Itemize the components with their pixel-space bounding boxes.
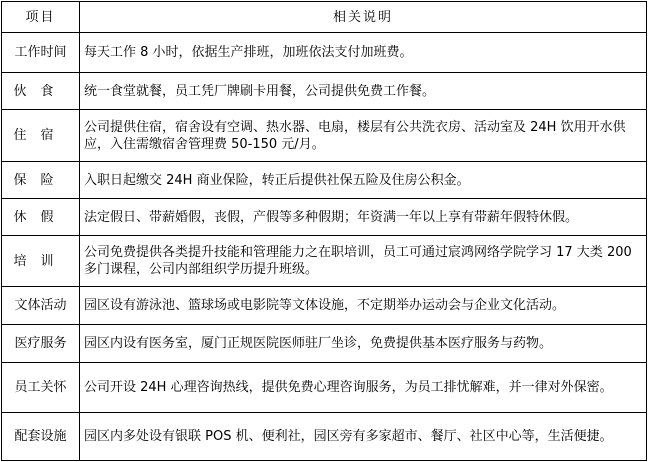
row-description: 园区内多处设有银联 POS 机、便利社，园区旁有多家超市、餐厅、社区中心等，生活便捷。	[80, 413, 647, 461]
row-description: 入职日起缴交 24H 商业保险，转正后提供社保五险及住房公积金。	[80, 162, 647, 199]
table-row	[2, 110, 647, 162]
row-item-label: 员工关怀	[2, 363, 80, 413]
row-item-label: 培训	[2, 236, 80, 287]
table-row	[2, 363, 647, 413]
table-row	[2, 199, 647, 236]
row-description: 每天工作 8 小时，依据生产排班，加班依法支付加班费。	[80, 33, 647, 73]
row-item-label: 医疗服务	[2, 325, 80, 363]
row-description: 统一食堂就餐，员工凭厂牌刷卡用餐，公司提供免费工作餐。	[80, 73, 647, 110]
row-description: 法定假日、带薪婚假，丧假，产假等多种假期；年资满一年以上享有带薪年假特休假。	[80, 199, 647, 236]
table-row	[2, 325, 647, 363]
row-description: 公司免费提供各类提升技能和管理能力之在职培训，员工可通过宸鸿网络学院学习 17 大类 200 多门课程，公司内部组织学历提升班级。	[80, 236, 647, 287]
row-item-label: 休假	[2, 199, 80, 236]
row-item-label: 工作时间	[2, 33, 80, 73]
row-description: 公司提供住宿，宿舍设有空调、热水器、电扇，楼层有公共洗衣房、活动室及 24H 饮用开水供应，入住需缴宿舍管理费 50-150 元/月。	[80, 110, 647, 162]
header-item: 项目	[2, 2, 80, 33]
table-row	[2, 413, 647, 461]
row-description: 园区内设有医务室，厦门正规医院医师驻厂坐诊，免费提供基本医疗服务与药物。	[80, 325, 647, 363]
row-item-label: 保险	[2, 162, 80, 199]
table-row	[2, 287, 647, 325]
row-item-label: 住宿	[2, 110, 80, 162]
benefits-table	[1, 1, 647, 461]
row-item-label: 伙食	[2, 73, 80, 110]
row-item-label: 配套设施	[2, 413, 80, 461]
table-row	[2, 162, 647, 199]
table-row	[2, 236, 647, 287]
row-description: 园区设有游泳池、篮球场或电影院等文体设施，不定期举办运动会与企业文化活动。	[80, 287, 647, 325]
row-description: 公司开设 24H 心理咨询热线，提供免费心理咨询服务，为员工排忧解难，并一律对外保密。	[80, 363, 647, 413]
row-item-label: 文体活动	[2, 287, 80, 325]
header-description: 相关说明	[80, 2, 647, 33]
table-header-row	[2, 2, 647, 33]
table-row	[2, 33, 647, 73]
table-row	[2, 73, 647, 110]
